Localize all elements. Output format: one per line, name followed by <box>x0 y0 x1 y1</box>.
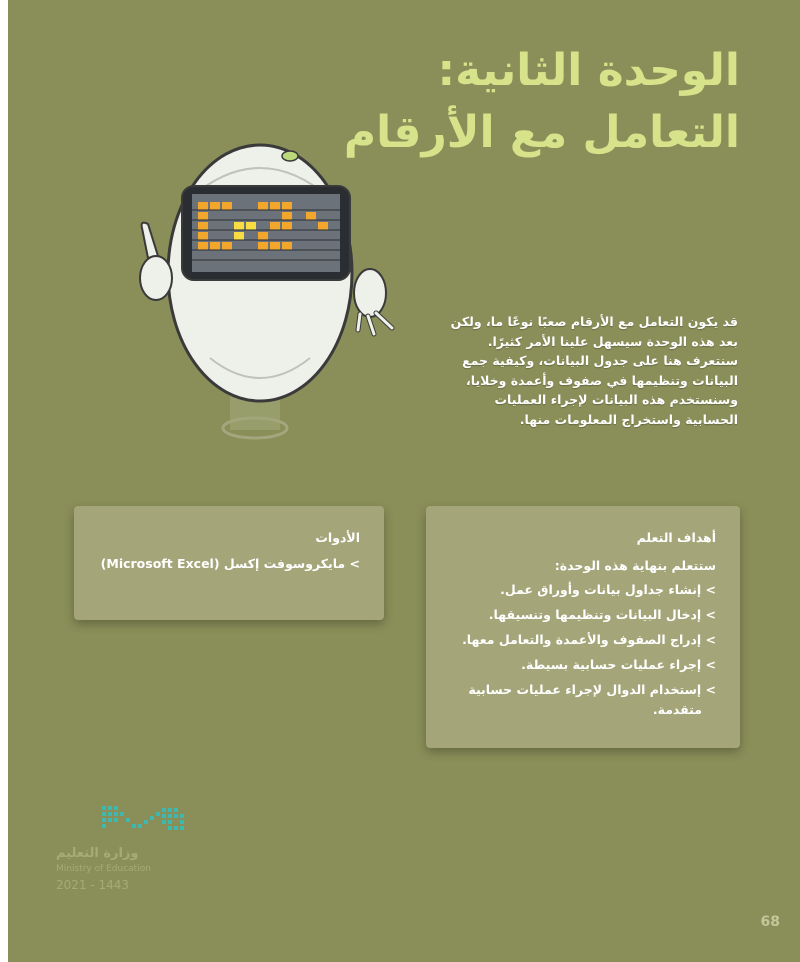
tools-box <box>74 506 384 620</box>
intro-line: سنتعرف هنا على جدول البيانات، وكيفية جمع <box>462 353 738 368</box>
ministry-year: 2021 - 1443 <box>56 878 130 892</box>
ministry-name-ar: وزارة التعليم <box>56 846 139 861</box>
learning-goals-box <box>426 506 740 748</box>
page-number: 68 <box>760 914 780 930</box>
unit-title-line-1: الوحدة الثانية: <box>437 45 740 96</box>
goal-item-last <box>462 680 716 720</box>
robot-illustration <box>130 128 430 448</box>
robot-pixel-display <box>192 194 340 272</box>
intro-line: بعد هذه الوحدة سيسهل علينا الأمر كثيرًا. <box>487 333 738 349</box>
goal-item: > إجراء عمليات حسابية بسيطة. <box>521 657 716 672</box>
tools-heading: الأدوات <box>315 530 360 545</box>
intro-line: الحسابية واستخراج المعلومات منها. <box>519 411 738 427</box>
unit-title-line-2: التعامل مع الأرقام <box>343 107 740 158</box>
goal-item: > إدراج الصفوف والأعمدة والتعامل معها. <box>462 632 716 647</box>
goal-item: > إدخال البيانات وتنظيمها وتنسيقها. <box>488 607 716 622</box>
ministry-name-en: Ministry of Education <box>56 864 151 874</box>
goal-item-continuation: متقدمة. <box>652 702 702 717</box>
page-left-edge <box>0 0 8 962</box>
tools-item: > مايكروسوفت إكسل (Microsoft Excel) <box>100 556 360 571</box>
goal-item: > إنشاء جداول بيانات وأوراق عمل. <box>500 582 716 597</box>
goals-heading: أهداف التعلم <box>636 530 716 545</box>
intro-line: وسنستخدم هذه البيانات لإجراء العمليات <box>494 392 738 407</box>
unit-intro-paragraph <box>438 312 738 429</box>
goal-item-text: > إستخدام الدوال لإجراء عمليات حسابية <box>468 682 716 697</box>
intro-line: قد يكون التعامل مع الأرقام صعبًا نوعًا ما، ولكن <box>450 314 738 329</box>
goals-subtitle: ستتعلم بنهاية هذه الوحدة: <box>554 558 716 573</box>
intro-line: البيانات وتنظيمها في صفوف وأعمدة وخلايا، <box>466 372 738 388</box>
